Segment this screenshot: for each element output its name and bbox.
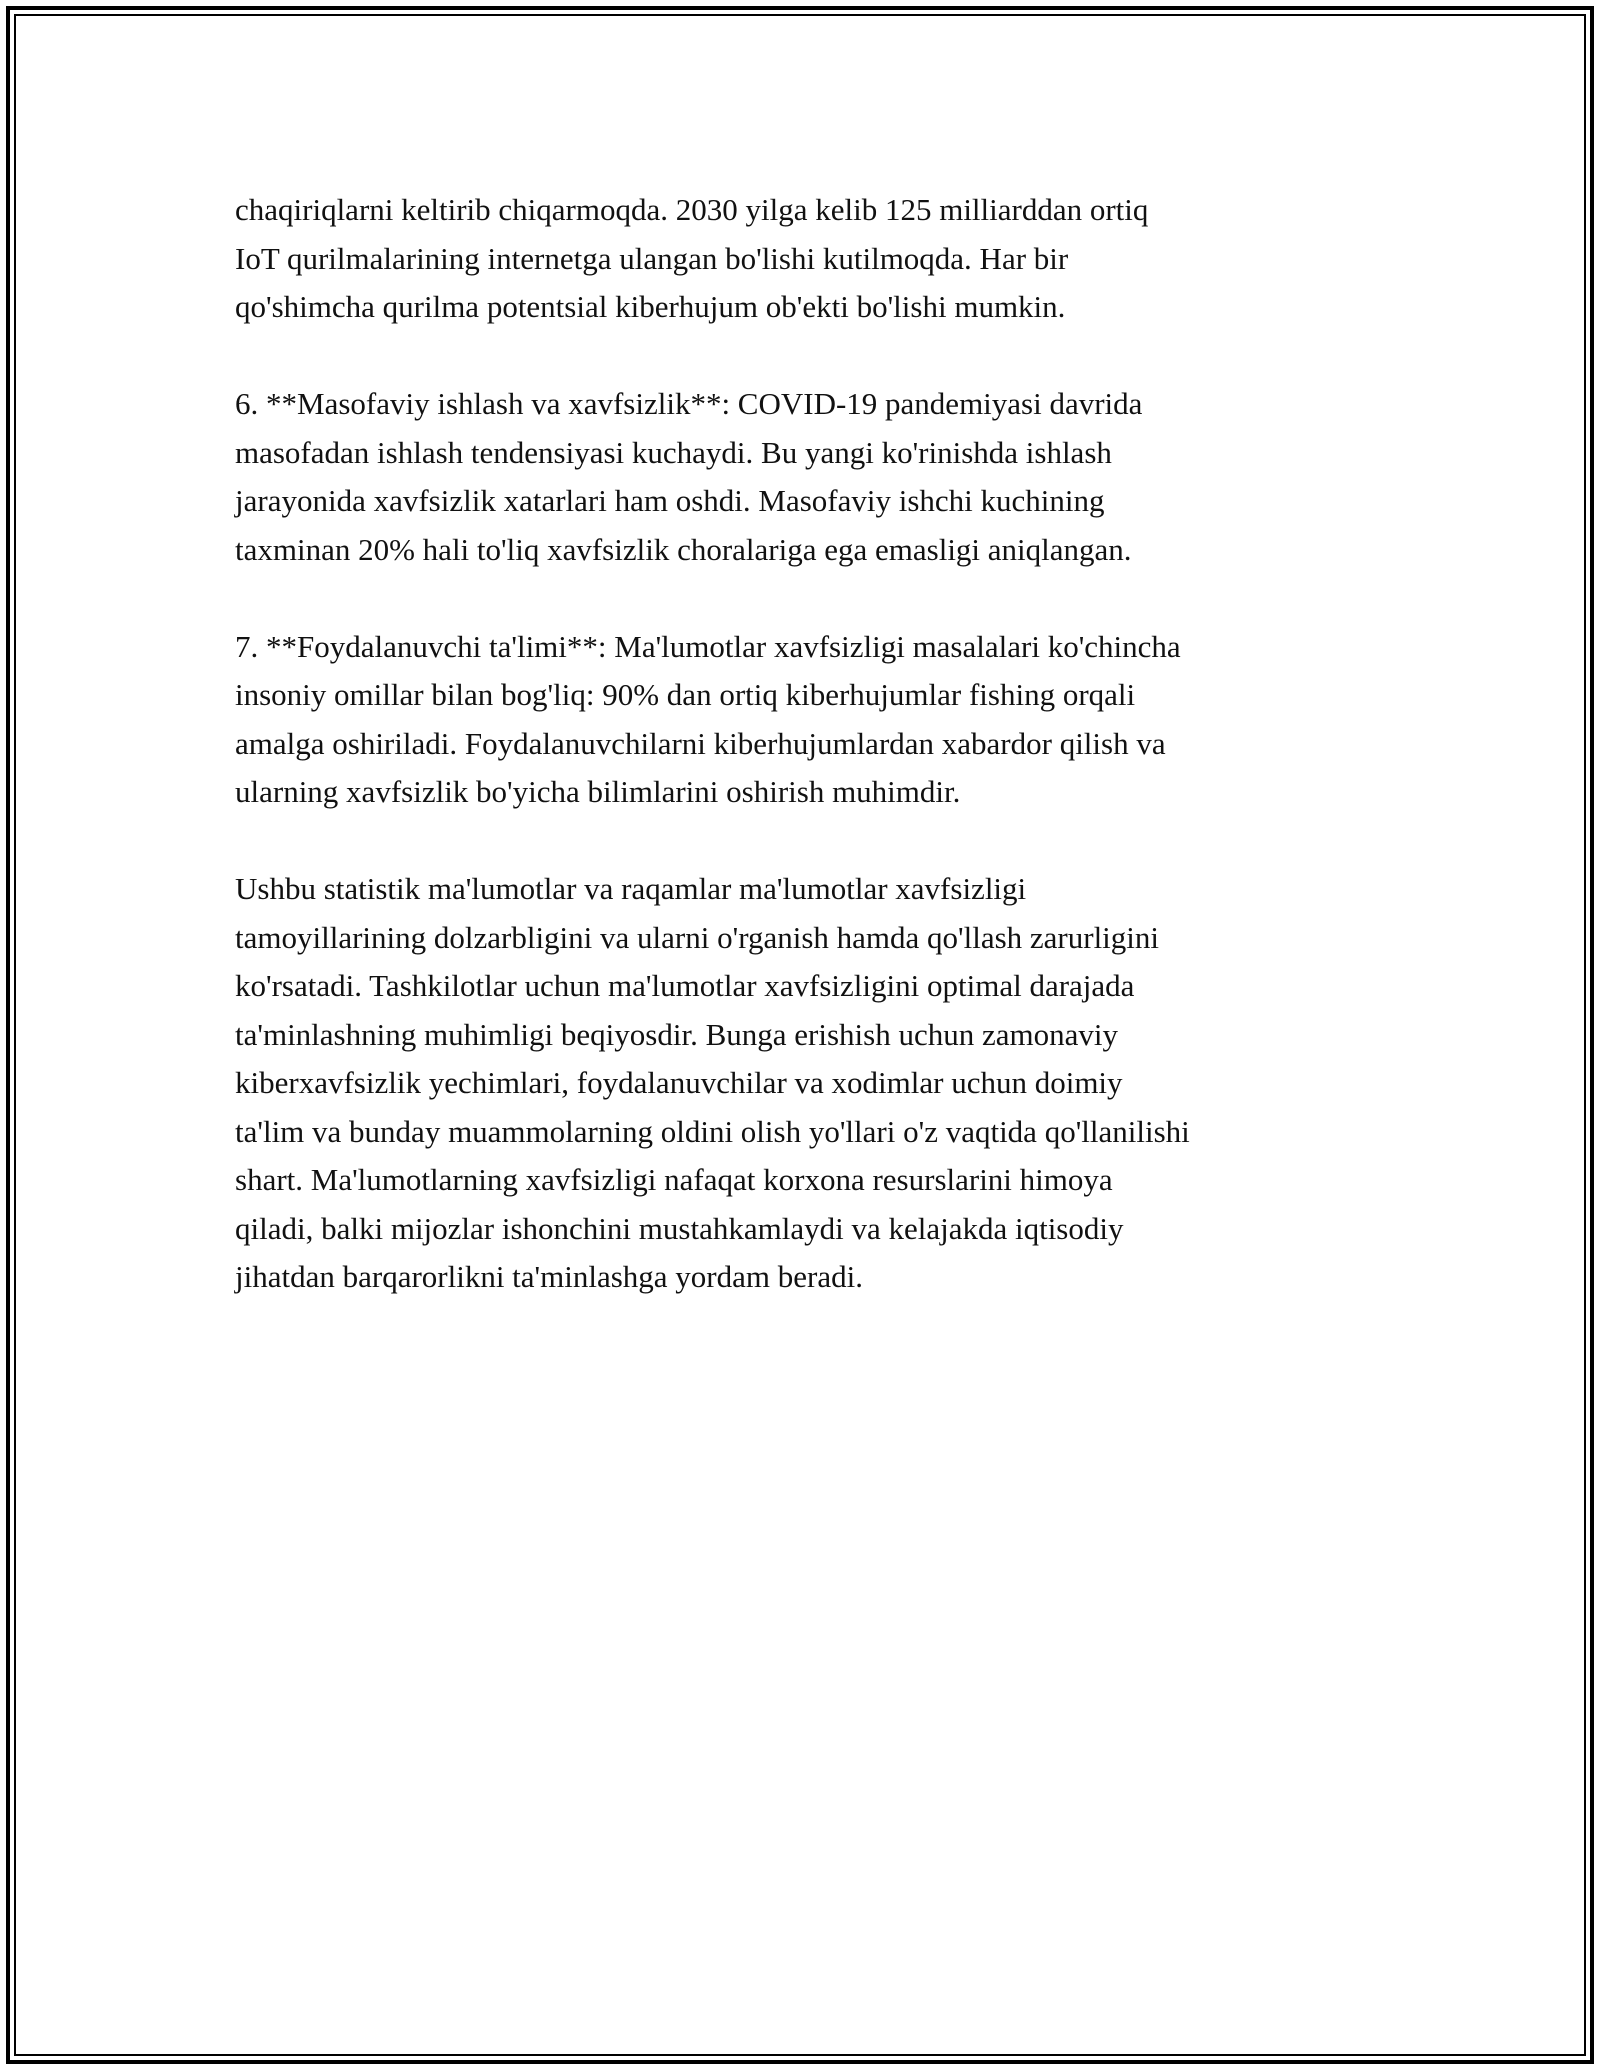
paragraph-iot-continuation xyxy=(235,186,1375,332)
text-line: jarayonida xavfsizlik xatarlari ham oshdi. Masofaviy ishchi kuchining xyxy=(235,483,1105,518)
text-line: shart. Ma'lumotlarning xavfsizligi nafaqat korxona resurslarini himoya xyxy=(235,1162,1113,1197)
text-line: qiladi, balki mijozlar ishonchini mustahkamlaydi va kelajakda iqtisodiy xyxy=(235,1210,1124,1246)
paragraph-conclusion xyxy=(235,865,1375,1302)
text-line: chaqiriqlarni keltirib chiqarmoqda. 2030 yilga kelib 125 milliarddan ortiq xyxy=(235,192,1149,227)
text-line: masofadan ishlash tendensiyasi kuchaydi. Bu yangi ko'rinishda ishlash xyxy=(235,434,1112,470)
document-body xyxy=(235,186,1375,1350)
text-line: ularning xavfsizlik bo'yicha bilimlarini oshirish muhimdir. xyxy=(235,774,961,809)
text-line: ko'rsatadi. Tashkilotlar uchun ma'lumotlar xavfsizligini optimal darajada xyxy=(235,968,1135,1003)
text-line: amalga oshiriladi. Foydalanuvchilarni kiberhujumlardan xabardor qilish va xyxy=(235,725,1166,761)
paragraph-item-6 xyxy=(235,380,1375,574)
text-line: qo'shimcha qurilma potentsial kiberhujum ob'ekti bo'lishi mumkin. xyxy=(235,289,1066,324)
text-line: insoniy omillar bilan bog'liq: 90% dan ortiq kiberhujumlar fishing orqali xyxy=(235,677,1136,712)
text-line: 7. **Foydalanuvchi ta'limi**: Ma'lumotlar xavfsizligi masalalari ko'chincha xyxy=(235,628,1181,664)
text-line: Ushbu statistik ma'lumotlar va raqamlar ma'lumotlar xavfsizligi xyxy=(235,871,1027,906)
paragraph-item-7 xyxy=(235,623,1375,817)
text-line: jihatdan barqarorlikni ta'minlashga yordam beradi. xyxy=(235,1259,863,1294)
text-line: IoT qurilmalarining internetga ulangan bo'lishi kutilmoqda. Har bir xyxy=(235,240,1069,276)
text-line: 6. **Masofaviy ishlash va xavfsizlik**: COVID-19 pandemiyasi davrida xyxy=(235,386,1143,421)
text-line: ta'minlashning muhimligi beqiyosdir. Bunga erishish uchun zamonaviy xyxy=(235,1016,1118,1052)
text-line: taxminan 20% hali to'liq xavfsizlik choralariga ega emasligi aniqlangan. xyxy=(235,531,1132,567)
text-line: ta'lim va bunday muammolarning oldini olish yo'llari o'z vaqtida qo'llanilishi xyxy=(235,1113,1190,1149)
text-line: tamoyillarining dolzarbligini va ularni o'rganish hamda qo'llash zarurligini xyxy=(235,919,1160,955)
text-line: kiberxavfsizlik yechimlari, foydalanuvchilar va xodimlar uchun doimiy xyxy=(235,1065,1123,1100)
